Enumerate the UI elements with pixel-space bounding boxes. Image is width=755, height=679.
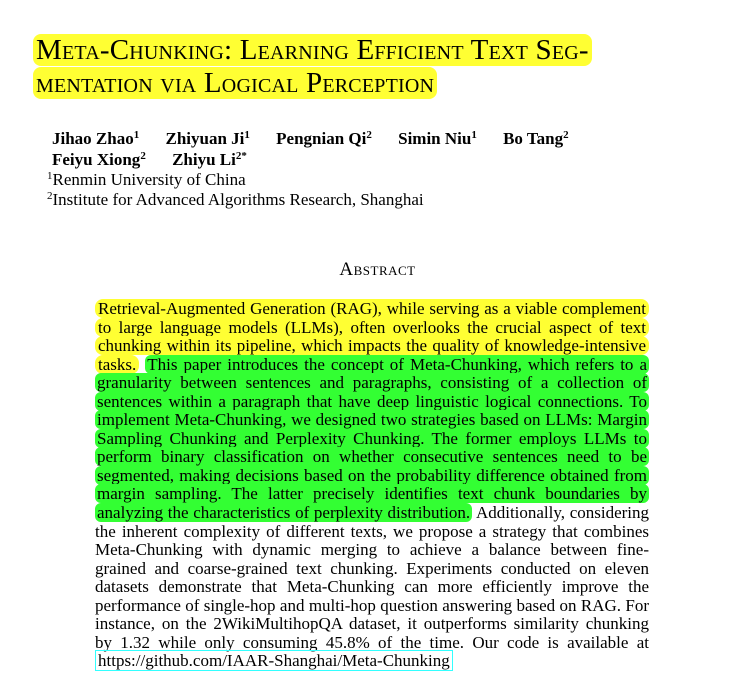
paper-title — [33, 34, 592, 100]
title-line-2 — [33, 67, 592, 100]
author-name: Bo Tang — [503, 129, 564, 148]
author — [276, 129, 372, 148]
author-row-1 — [52, 128, 591, 149]
author-name: Zhiyu Li — [172, 150, 236, 169]
affiliation-name: Institute for Advanced Algorithms Research, Shanghai — [52, 190, 424, 209]
abstract-heading: Abstract — [339, 259, 416, 280]
author — [52, 150, 146, 169]
author-name: Simin Niu — [398, 129, 472, 148]
title-line-1-text: Meta-Chunking: Learning Efficient Text Seg- — [33, 34, 592, 66]
author-row-2 — [52, 149, 591, 170]
author — [52, 129, 139, 148]
author-affiliation: 1 — [244, 129, 250, 141]
author-affiliation: 2 — [140, 150, 146, 162]
title-line-2-text: mentation via Logical Perception — [33, 67, 437, 99]
affiliation-number: 2 — [47, 190, 53, 202]
affiliation-list — [47, 170, 424, 210]
author-affiliation: 1 — [133, 129, 140, 141]
author-name: Pengnian Qi — [276, 129, 367, 148]
author-affiliation: 2* — [235, 150, 247, 162]
author-affiliation: 2 — [366, 129, 372, 141]
author — [398, 129, 477, 148]
author-list — [52, 128, 591, 170]
title-line-1 — [33, 34, 592, 67]
affiliation — [47, 190, 424, 210]
author-affiliation: 1 — [471, 129, 477, 141]
affiliation-name: Renmin University of China — [52, 170, 246, 189]
abstract-text — [95, 300, 649, 671]
abstract-highlight-green: This paper introduces the concept of Meta-Chunking, which refers to a granularity between sentences and paragraphs, consisting of a collection of sentences within a paragraph that have deep linguistic logical connections. To implement Meta-Chunking, we designed two strategies based on LLMs: Margin Sampling Chunking and Perplexity Chunking. The former employs LLMs to perform binary classification on whether consecutive sentences need to be segmented, making decisions based on the probability difference obtained from margin sampling. The latter precisely identifies text chunk boundaries by analyzing the characteristics of perplexity distribution. — [97, 354, 647, 523]
author-name: Feiyu Xiong — [52, 150, 141, 169]
author — [165, 129, 249, 148]
abstract-body: Additionally, considering the inherent complexity of different texts, we propose a strategy that combines Meta-Chunking with dynamic merging to achieve a balance between fine-grained and coarse-grained text chunking. Experiments conducted on eleven datasets demonstrate that Meta-Chunking can more efficiently improve the performance of single-hop and multi-hop question answering based on RAG. For instance, on the 2WikiMultihopQA dataset, it outperforms similarity chunking by 1.32 while only consuming 45.8% of the time. Our code is available at — [95, 503, 650, 652]
author-affiliation: 2 — [563, 129, 569, 141]
code-repository-link[interactable]: https://github.com/IAAR-Shanghai/Meta-Chunking — [95, 650, 453, 671]
affiliation-number: 1 — [47, 170, 53, 182]
author-name: Jihao Zhao — [52, 129, 134, 148]
author — [503, 129, 569, 148]
abstract-highlight-yellow: Retrieval-Augmented Generation (RAG), while serving as a viable complement to large language models (LLMs), often overlooks the crucial aspect of text chunking within its pipeline, which impacts the quality of knowledge-intensive tasks. — [95, 299, 649, 374]
author-name: Zhiyuan Ji — [165, 129, 245, 148]
affiliation — [47, 170, 424, 190]
author — [172, 150, 247, 169]
